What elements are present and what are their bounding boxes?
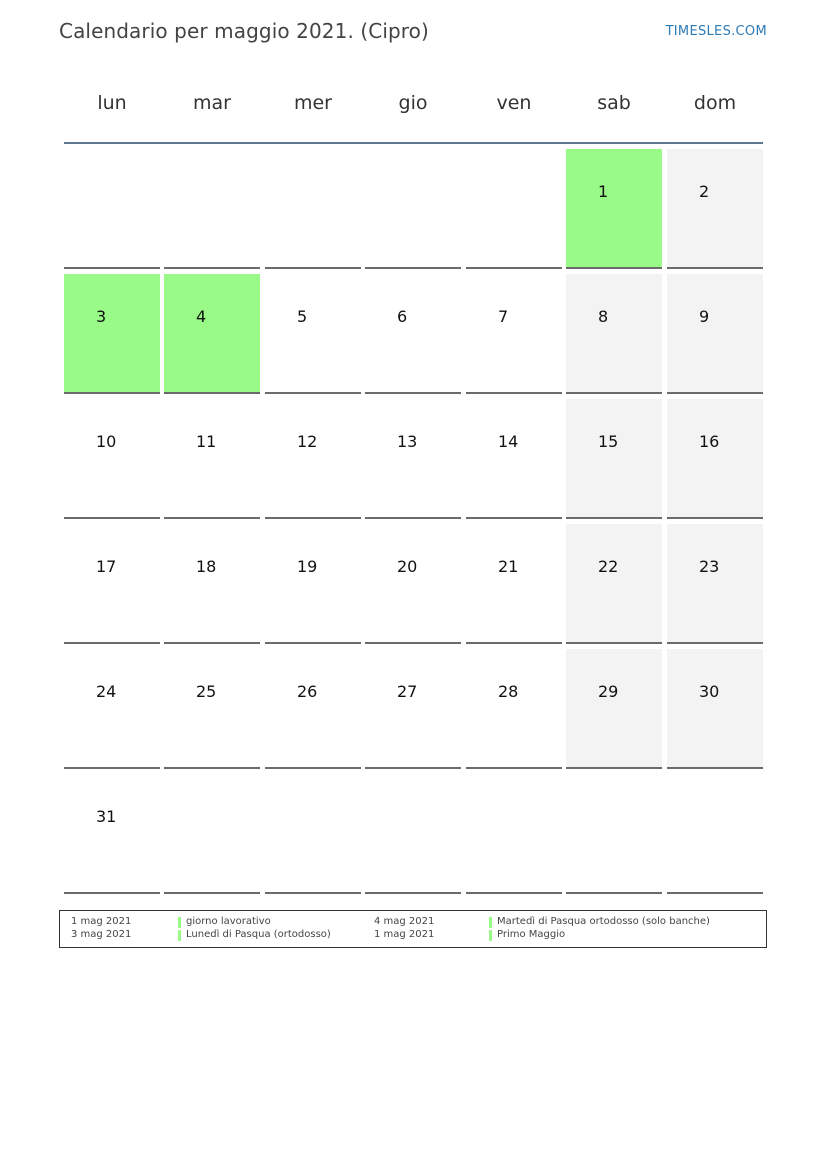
day-number: 21 xyxy=(498,557,519,576)
day-cell xyxy=(265,649,361,769)
day-cell xyxy=(466,524,562,644)
day-number: 13 xyxy=(397,432,418,451)
day-number: 17 xyxy=(96,557,117,576)
empty-day-cell xyxy=(64,149,160,269)
weekday-label: gio xyxy=(398,92,428,114)
day-number: 16 xyxy=(699,432,720,451)
day-number: 1 xyxy=(598,182,609,201)
weekend-day-cell xyxy=(566,274,662,394)
weekend-day-cell xyxy=(667,399,763,519)
day-cell xyxy=(164,649,260,769)
day-number: 29 xyxy=(598,682,619,701)
header-divider xyxy=(64,142,763,144)
empty-day-cell xyxy=(466,149,562,269)
legend-color-swatch xyxy=(489,917,492,928)
day-number: 18 xyxy=(196,557,217,576)
day-cell xyxy=(365,524,461,644)
day-number: 5 xyxy=(297,307,308,326)
legend-label: Lunedì di Pasqua (ortodosso) xyxy=(186,929,331,940)
empty-day-cell xyxy=(466,774,562,894)
holiday-day-cell xyxy=(566,149,662,269)
day-cell xyxy=(164,524,260,644)
page-title: Calendario per maggio 2021. (Cipro) xyxy=(59,19,429,43)
day-number: 14 xyxy=(498,432,519,451)
day-number: 15 xyxy=(598,432,619,451)
weekend-day-cell xyxy=(566,399,662,519)
day-cell xyxy=(64,524,160,644)
legend-label: Martedì di Pasqua ortodosso (solo banche) xyxy=(497,916,710,927)
day-number: 28 xyxy=(498,682,519,701)
weekday-label: dom xyxy=(693,92,737,114)
legend-date: 1 mag 2021 xyxy=(71,916,132,927)
day-number: 2 xyxy=(699,182,710,201)
day-number: 11 xyxy=(196,432,217,451)
weekend-day-cell xyxy=(667,149,763,269)
weekday-label: ven xyxy=(496,92,532,114)
holiday-legend xyxy=(59,910,767,948)
weekend-day-cell xyxy=(667,274,763,394)
legend-date: 1 mag 2021 xyxy=(374,929,435,940)
day-number: 20 xyxy=(397,557,418,576)
legend-date: 4 mag 2021 xyxy=(374,916,435,927)
weekday-label: lun xyxy=(97,92,127,114)
legend-label: giorno lavorativo xyxy=(186,916,271,927)
day-number: 23 xyxy=(699,557,720,576)
empty-day-cell xyxy=(365,149,461,269)
day-cell xyxy=(64,399,160,519)
holiday-day-cell xyxy=(164,274,260,394)
day-number: 7 xyxy=(498,307,509,326)
legend-color-swatch xyxy=(489,930,492,941)
day-number: 4 xyxy=(196,307,207,326)
weekday-label: mer xyxy=(293,92,332,114)
empty-day-cell xyxy=(365,774,461,894)
weekend-day-cell xyxy=(667,649,763,769)
empty-day-cell xyxy=(566,774,662,894)
weekend-day-cell xyxy=(667,524,763,644)
weekend-day-cell xyxy=(566,524,662,644)
day-cell xyxy=(365,649,461,769)
day-number: 8 xyxy=(598,307,609,326)
day-cell xyxy=(265,399,361,519)
empty-day-cell xyxy=(164,149,260,269)
legend-color-swatch xyxy=(178,930,181,941)
day-number: 24 xyxy=(96,682,117,701)
day-cell xyxy=(466,649,562,769)
weekday-label: sab xyxy=(597,92,631,114)
day-number: 10 xyxy=(96,432,117,451)
day-cell xyxy=(64,774,160,894)
legend-label: Primo Maggio xyxy=(497,929,566,940)
day-number: 27 xyxy=(397,682,418,701)
holiday-day-cell xyxy=(64,274,160,394)
empty-day-cell xyxy=(265,774,361,894)
day-cell xyxy=(365,399,461,519)
day-number: 25 xyxy=(196,682,217,701)
weekday-label: mar xyxy=(193,92,231,114)
brand-link[interactable]: TIMESLES.COM xyxy=(665,24,767,39)
empty-day-cell xyxy=(164,774,260,894)
weekend-day-cell xyxy=(566,649,662,769)
day-cell xyxy=(365,274,461,394)
day-cell xyxy=(265,524,361,644)
day-number: 3 xyxy=(96,307,107,326)
day-number: 30 xyxy=(699,682,720,701)
legend-color-swatch xyxy=(178,917,181,928)
day-cell xyxy=(164,399,260,519)
day-number: 22 xyxy=(598,557,619,576)
day-number: 6 xyxy=(397,307,408,326)
day-number: 19 xyxy=(297,557,318,576)
day-cell xyxy=(466,274,562,394)
day-cell xyxy=(64,649,160,769)
day-number: 9 xyxy=(699,307,710,326)
legend-date: 3 mag 2021 xyxy=(71,929,132,940)
day-cell xyxy=(265,274,361,394)
day-cell xyxy=(466,399,562,519)
empty-day-cell xyxy=(667,774,763,894)
day-number: 12 xyxy=(297,432,318,451)
empty-day-cell xyxy=(265,149,361,269)
day-number: 31 xyxy=(96,807,117,826)
day-number: 26 xyxy=(297,682,318,701)
